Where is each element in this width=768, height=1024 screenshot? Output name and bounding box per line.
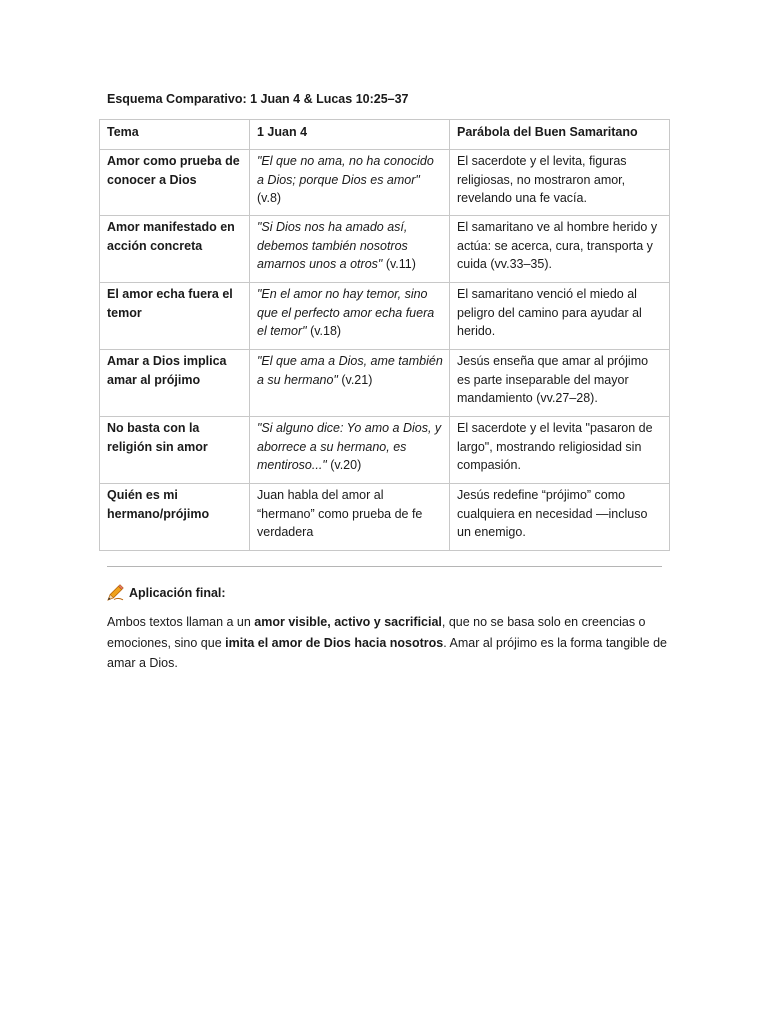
cell-tema: Quién es mi hermano/prójimo [100,484,250,551]
app-bold-1: amor visible, activo y sacrificial [254,615,442,629]
cell-parabola: El sacerdote y el levita "pasaron de largo", mostrando religiosidad sin compasión. [450,417,670,484]
app-bold-2: imita el amor de Dios hacia nosotros [225,635,444,650]
document-title: Esquema Comparativo: 1 Juan 4 & Lucas 10:25–37 [107,92,409,106]
juan-quote: "En el amor no hay temor, sino que el perfecto amor echa fuera el temor" [257,287,435,339]
cell-juan [250,150,450,216]
table-row [100,350,670,417]
juan-quote: "Si alguno dice: Yo amo a Dios, y aborrece a su hermano, es mentiroso..." [257,421,442,473]
juan-ref: Juan habla del amor al “hermano” como prueba de fe verdadera [257,488,423,540]
section-divider [107,566,662,567]
cell-parabola: Jesús enseña que amar al prójimo es parte inseparable del mayor mandamiento (vv.27–28). [450,350,670,417]
table-row [100,283,670,350]
cell-tema: No basta con la religión sin amor [100,417,250,484]
cell-parabola: El samaritano venció el miedo al peligro del camino para ayudar al herido. [450,283,670,350]
comparison-table [99,119,670,551]
cell-juan [250,484,450,551]
header-parabola: Parábola del Buen Samaritano [450,120,670,150]
header-tema: Tema [100,120,250,150]
cell-juan [250,216,450,283]
header-juan: 1 Juan 4 [250,120,450,150]
cell-juan [250,350,450,417]
juan-quote: "El que no ama, no ha conocido a Dios; porque Dios es amor" [257,154,434,187]
app-text-3: . Amar al prójimo es la forma tangible de amar a Dios. [107,635,667,670]
cell-parabola: Jesús redefine “prójimo” como cualquiera en necesidad —incluso un enemigo. [450,484,670,551]
cell-tema: Amor manifestado en acción concreta [100,216,250,283]
juan-ref: (v.18) [306,324,342,339]
juan-ref: (v.20) [326,458,362,473]
table-header-row [100,120,670,150]
juan-ref: (v.21) [337,372,373,387]
table-row [100,216,670,283]
juan-ref: (v.8) [257,191,282,206]
juan-quote: "El que ama a Dios, ame también a su hermano" [257,354,443,387]
cell-parabola: El samaritano ve al hombre herido y actúa: se acerca, cura, transporta y cuida (vv.33–35). [450,216,670,283]
cell-tema: El amor echa fuera el temor [100,283,250,350]
cell-juan [250,283,450,350]
app-text-2: , que no se basa solo en creencias o emociones, sino que [107,615,646,650]
cell-juan [250,417,450,484]
cell-tema: Amar a Dios implica amar al prójimo [100,350,250,417]
cell-parabola: El sacerdote y el levita, figuras religiosas, no mostraron amor, revelando una fe vacía. [450,150,670,216]
application-heading [107,584,226,601]
cell-tema: Amor como prueba de conocer a Dios [100,150,250,216]
table-row [100,484,670,551]
juan-ref: (v.11) [382,257,416,272]
application-paragraph [107,612,667,674]
table-row [100,417,670,484]
pencil-icon [107,584,124,601]
table-row [100,150,670,216]
juan-quote: "Si Dios nos ha amado así, debemos también nosotros amarnos unos a otros" [257,220,408,272]
app-text-1: Ambos textos llaman a un [107,615,255,629]
application-heading-text: Aplicación final: [129,585,226,600]
